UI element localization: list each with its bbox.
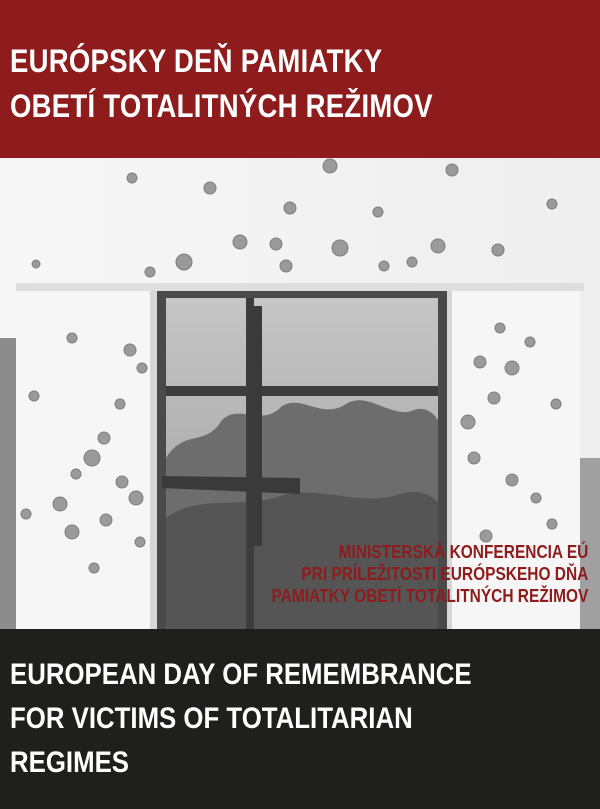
conference-line-2: PRI PRÍLEŽITOSTI EURÓPSKEHO DŇA (301, 564, 588, 584)
header-banner (0, 0, 600, 158)
conference-caption (220, 541, 588, 607)
conference-line-1: MINISTERSKÁ KONFERENCIA EÚ (338, 542, 588, 562)
header-title-line-2: OBETÍ TOTALITNÝCH REŽIMOV (10, 88, 433, 124)
footer-title-line-1: EUROPEAN DAY OF REMEMBRANCE (10, 658, 472, 691)
footer-banner (0, 629, 600, 809)
footer-title-line-3: REGIMES (10, 746, 129, 779)
conference-line-3: PAMIATKY OBETÍ TOTALITNÝCH REŽIMOV (271, 586, 588, 606)
header-title-line-1: EURÓPSKY DEŇ PAMIATKY (10, 43, 383, 79)
footer-title-line-2: FOR VICTIMS OF TOTALITARIAN (10, 702, 413, 735)
